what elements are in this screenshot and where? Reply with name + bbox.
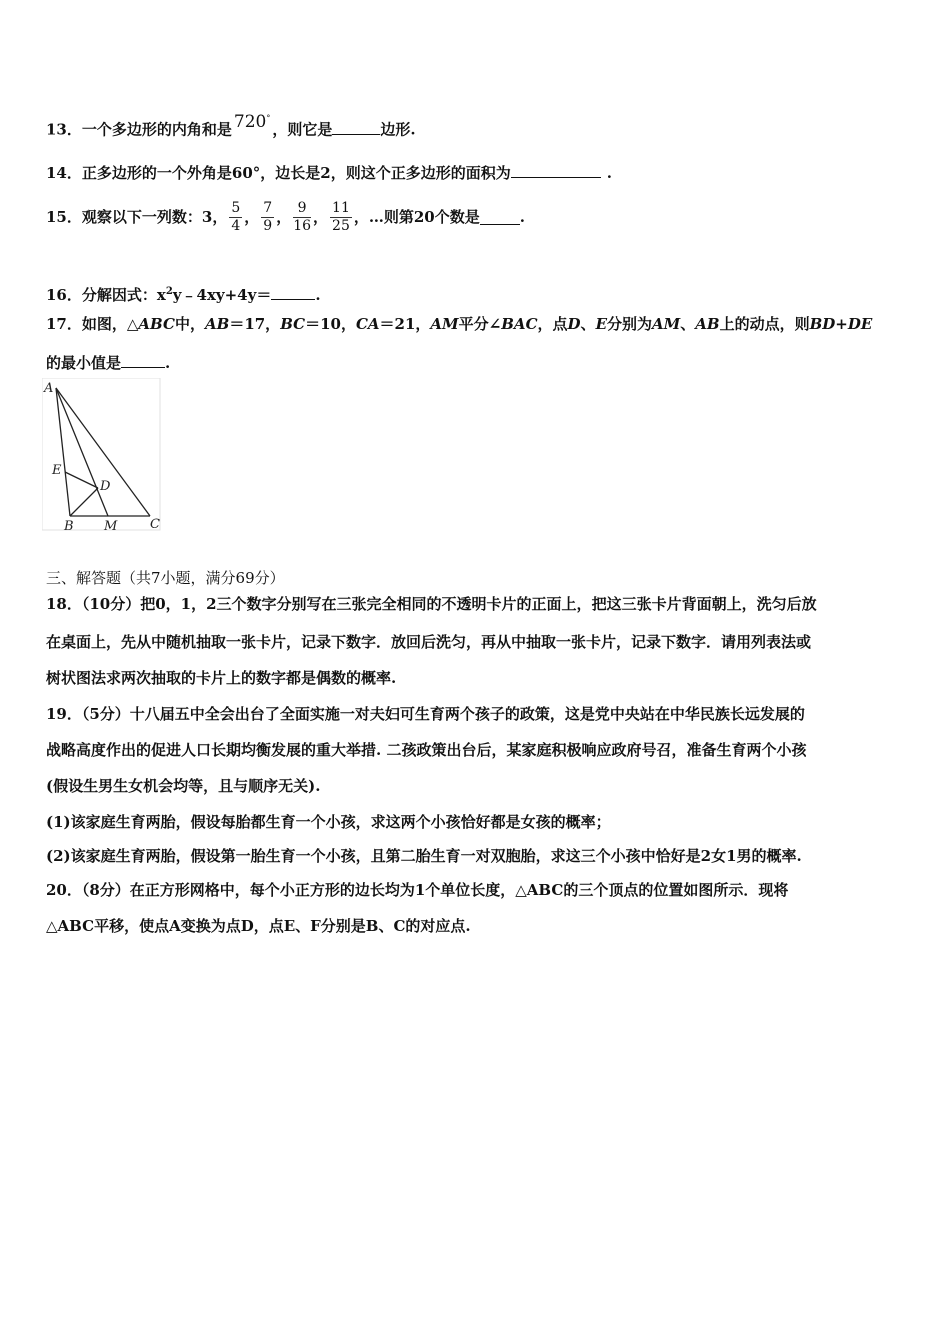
question-15 [46,198,525,235]
label-b: B [64,519,74,534]
q19-line-5: (2)该家庭生育两胎，假设第一胎生育一个小孩，且第二胎生育一对双胞胎，求这三个小孩中恰好是2女1男的概率. [46,847,802,865]
q14-text: 正多边形的一个外角是60°，边长是2，则这个正多边形的面积为 [81,164,511,182]
triangle-figure [42,378,172,538]
q17-text: 如图，△ [81,315,139,333]
q17-ab2: AB [695,315,720,333]
q17-number: 17． [46,315,82,333]
question-17-line-1 [46,314,872,334]
q16-exponent: 2 [165,286,173,297]
q15-sep-3: ， [313,208,329,226]
q17-answer-blank [121,352,165,368]
q15-end: . [519,208,525,226]
q17-text: 、 [580,315,596,333]
segment-am [56,388,108,516]
q14-answer-blank [511,162,601,178]
section-3-heading: 三、解答题（共7小题，满分69分） [46,569,285,587]
q18-line-1: 18．（10分）把0，1，2三个数字分别写在三张完全相同的不透明卡片的正面上，把这三张卡片背面朝上，洗匀后放 [46,595,817,613]
q16-end: . [315,286,321,304]
label-e: E [52,463,62,478]
q17-text: ，点 [537,315,568,333]
q17-text: ＝10， [305,315,356,333]
q17-text: 中， [174,315,205,333]
q15-number: 15． [46,208,82,226]
q17-bdde: BD+DE [809,315,873,333]
q13-text-b: ，则它是 [272,120,333,139]
q15-fraction-2: $\frac{7}{9}$ [263,199,273,234]
question-13 [46,111,416,140]
segment-ab [56,388,70,516]
q17-text: 平分∠ [458,315,502,333]
q19-line-4: (1)该家庭生育两胎，假设每胎都生育一个小孩，求这两个小孩恰好都是女孩的概率； [46,813,611,831]
q13-value: 720° [233,111,271,132]
q15-fraction-4: $\frac{11}{25}$ [332,199,350,234]
question-14 [46,162,612,183]
q20-line-2: △ABC平移，使点A变换为点D，点E、F分别是B、C的对应点. [46,917,471,935]
q16-number: 16． [46,286,82,304]
q20-line-1: 20．（8分）在正方形网格中，每个小正方形的边长均为1个单位长度，△ABC的三个顶点的位置如图所示．现将 [46,881,789,899]
label-d: D [100,479,111,494]
q17-ab: AB [204,315,230,333]
q17-d: D [567,315,581,333]
q19-line-2: 战略高度作出的促进人口长期均衡发展的重大举措. 二孩政策出台后，某家庭积极响应政府号召，准备生育两个小孩 [46,741,807,759]
figure-border [42,378,160,530]
q14-end: . [606,164,612,182]
q15-sep-2: ， [276,208,292,226]
q17-ca: CA [355,315,380,333]
q15-fraction-3: $\frac{9}{16}$ [293,199,312,234]
segment-bd [70,488,98,516]
q17-text: 、 [680,315,696,333]
q17-am: AM [430,315,459,333]
q16-text-b: y﹣4xy+4y＝ [172,286,272,304]
q17-bac: BAC [501,315,538,333]
q14-number: 14． [46,164,82,182]
segment-ac [56,388,150,516]
q17-am2: AM [652,315,681,333]
q15-fraction-1: $\frac{5}{4}$ [231,199,241,234]
q17-bc: BC [280,315,306,333]
q18-line-3: 树状图法求两次抽取的卡片上的数字都是偶数的概率. [46,669,397,687]
q17-e: E [595,315,607,333]
q18-line-2: 在桌面上，先从中随机抽取一张卡片，记录下数字．放回后洗匀，再从中抽取一张卡片，记录下数字．请用列表法或 [46,633,812,651]
q15-sep-1: ， [244,208,260,226]
q15-text-a: 观察以下一列数：3， [81,208,228,226]
label-c: C [150,517,160,532]
q19-line-3: (假设生男生女机会均等，且与顺序无关). [46,777,321,795]
q13-number: 13． [46,120,82,139]
q15-text-b: ，…则第20个数是 [353,208,480,226]
label-a: A [44,381,54,396]
q17-text: 上的动点，则 [719,315,810,333]
q17-text: 分别为 [607,315,653,333]
q17-text: ＝21， [379,315,431,333]
q13-text-c: 边形. [380,120,416,139]
q15-answer-blank [480,209,520,225]
q19-line-1: 19．（5分）十八届五中全会出台了全面实施一对夫妇可生育两个孩子的政策，这是党中央站在中华民族长远发展的 [46,705,805,723]
label-m: M [104,519,118,534]
question-17-line-2 [46,352,170,373]
q13-text-a: 一个多边形的内角和是 [81,120,232,139]
q17-line-2-text: 的最小值是 [46,354,122,372]
question-16 [46,282,321,305]
q16-text-a: 分解因式：x [81,286,166,304]
q16-answer-blank [271,284,315,300]
q17-text: ＝17， [229,315,281,333]
q17-abc: ABC [138,315,175,333]
q13-answer-blank [332,119,380,135]
q17-end: . [165,354,171,372]
